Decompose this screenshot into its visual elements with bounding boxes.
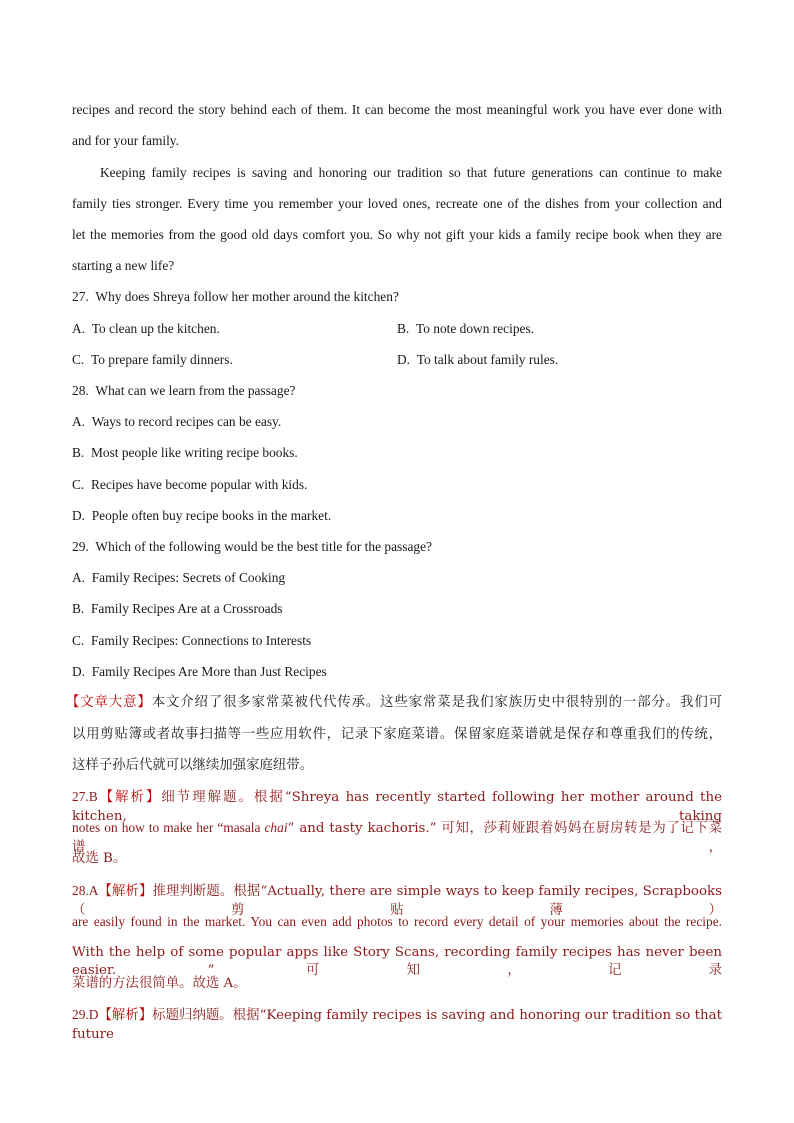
passage-line-4: family ties stronger. Every time you remember your loved ones, recreate one of the dishes from your collection and [72, 196, 722, 211]
answer-27-line-3: 故选 B。 [72, 851, 127, 866]
answer-29-number: 29.D [72, 1007, 99, 1022]
answer-28-line-3: With the help of some popular apps like Story Scans, recording family recipes has never been easier. ” 可知，记录 [72, 945, 722, 978]
question-29-option-a: A. Family Recipes: Secrets of Cooking [72, 570, 286, 585]
answer-27-text-2b: ” and tasty kachoris.” 可知，莎莉娅跟着妈妈在厨房转是为了记下菜谱， [72, 821, 722, 855]
answer-27-text-1: 细节理解题。根据“Shreya has recently started following her mother around the kitchen, taking [72, 790, 722, 824]
summary-line-3: 这样子孙后代就可以继续加强家庭纽带。 [72, 758, 314, 773]
answer-27-text-2-italic: chai [264, 820, 288, 835]
question-27-option-c: C. To prepare family dinners. [72, 352, 233, 367]
answer-27-tag: 【解析】 [97, 790, 162, 805]
answer-28-line-4: 菜谱的方法很简单。故选 A。 [72, 976, 247, 991]
question-28-option-a: A. Ways to record recipes can be easy. [72, 414, 282, 429]
question-28-option-b: B. Most people like writing recipe books. [72, 445, 298, 460]
passage-line-1: recipes and record the story behind each of them. It can become the most meaningful work you have ever done with [72, 102, 722, 117]
answer-28-line-2: are easily found in the market. You can even add photos to record every detail of your memories about the recipe. [72, 914, 722, 929]
question-27-option-d: D. To talk about family rules. [397, 352, 559, 367]
answer-27-number: 27.B [72, 789, 98, 804]
question-27-stem: 27. Why does Shreya follow her mother around the kitchen? [72, 289, 399, 304]
question-29-stem: 29. Which of the following would be the best title for the passage? [72, 539, 432, 554]
question-29-option-b: B. Family Recipes Are at a Crossroads [72, 601, 283, 616]
answer-29-text-1: 标题归纳题。根据“Keeping family recipes is saving and honoring our tradition so that future [72, 1008, 722, 1042]
question-28-option-d: D. People often buy recipe books in the market. [72, 508, 332, 523]
question-28-option-c: C. Recipes have become popular with kids. [72, 477, 308, 492]
question-27-option-a: A. To clean up the kitchen. [72, 321, 220, 336]
summary-line-1 [66, 694, 722, 712]
answer-29-tag: 【解析】 [98, 1008, 153, 1023]
question-27-option-b: B. To note down recipes. [397, 321, 535, 336]
answer-28-text-1: 推理判断题。根据“Actually, there are simple ways to keep family recipes, Scrapbooks（剪贴薄） [72, 884, 722, 918]
passage-line-6: starting a new life? [72, 258, 175, 273]
answer-28-number: 28.A [72, 883, 99, 898]
passage-line-2: and for your family. [72, 133, 179, 148]
answer-28-tag: 【解析】 [98, 884, 153, 899]
question-28-stem: 28. What can we learn from the passage? [72, 383, 296, 398]
passage-line-5: let the memories from the good old days comfort you. So why not gift your kids a family recipe book when they are [72, 227, 722, 242]
answer-29-line-1 [72, 1006, 722, 1044]
summary-line-2: 以用剪贴簿或者故事扫描等一些应用软件，记录下家庭菜谱。保留家庭菜谱就是保存和尊重我们的传统， [72, 727, 722, 742]
question-29-option-d: D. Family Recipes Are More than Just Recipes [72, 664, 327, 679]
question-29-option-c: C. Family Recipes: Connections to Interests [72, 633, 312, 648]
answer-27-text-2a: notes on how to make her “masala [72, 820, 265, 835]
summary-tag: 【文章大意】 [66, 695, 152, 710]
passage-line-3: Keeping family recipes is saving and honoring our tradition so that future generations can continue to make [100, 165, 722, 180]
summary-text-1: 本文介绍了很多家常菜被代代传承。这些家常菜是我们家族历史中很特别的一部分。我们可 [151, 695, 723, 710]
